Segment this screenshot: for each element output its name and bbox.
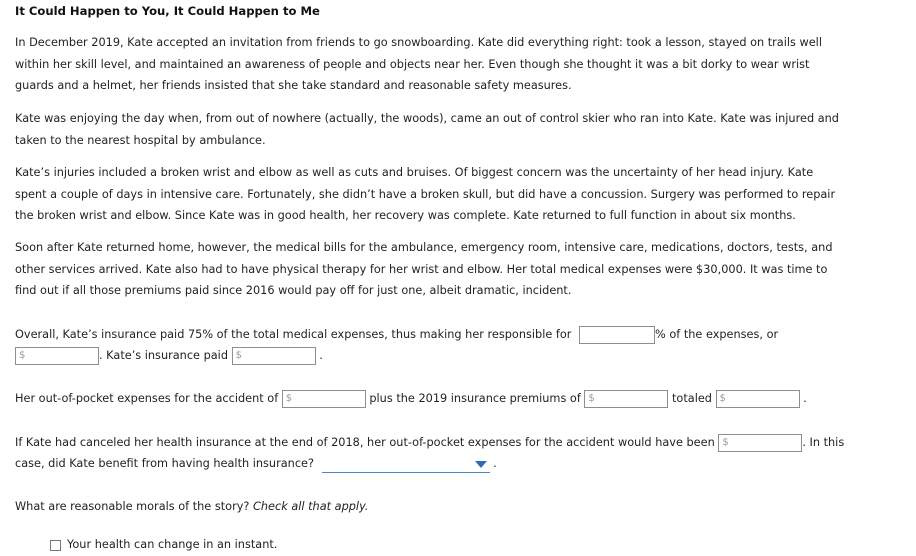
question-3-line-2 bbox=[15, 453, 497, 475]
story-paragraph-2: Kate was enjoying the day when, from out of nowhere (actually, the woods), came an out of control skier who ran into Kate. Kate was injured and taken to the nearest hospital by ambulance. bbox=[15, 112, 839, 147]
responsible-percent-input[interactable] bbox=[579, 326, 655, 344]
question-3-text-2: case, did Kate benefit from having health insurance? bbox=[15, 457, 314, 470]
question-3-text: If Kate had canceled her health insurance at the end of 2018, her out-of-pocket expenses for the accident would have been bbox=[15, 436, 715, 449]
moral-option-1-checkbox[interactable] bbox=[50, 540, 61, 551]
moral-option-1-label: Your health can change in an instant. bbox=[67, 538, 278, 551]
no-insurance-expenses-input[interactable]: $ bbox=[718, 434, 802, 452]
question-4-prompt bbox=[15, 496, 368, 518]
question-1-text: Overall, Kate’s insurance paid 75% of the total medical expenses, thus making her responsible for bbox=[15, 328, 572, 341]
story-paragraph-3: Kate’s injuries included a broken wrist and elbow as well as cuts and bruises. Of biggest concern was the uncertainty of her head injury. Kate spent a couple of days in intensive care. Fortunately, she didn’t have a broken skull, but did have a concussion. Surgery was performed to repair the broken wrist and elbow. Since Kate was in good health, her recovery was complete. Kate returned to full function in about six months. bbox=[15, 166, 836, 222]
question-3-period: . bbox=[493, 457, 497, 470]
question-1-line-1 bbox=[15, 324, 778, 346]
morals-prompt: What are reasonable morals of the story? bbox=[15, 500, 250, 513]
total-input[interactable]: $ bbox=[716, 390, 800, 408]
question-1-percent-label: % of the expenses, or bbox=[655, 328, 779, 341]
question-3-this-label: . In this bbox=[802, 436, 845, 449]
benefit-dropdown[interactable] bbox=[322, 456, 490, 473]
morals-instruction: Check all that apply. bbox=[253, 500, 369, 513]
question-1-period: . bbox=[319, 349, 323, 362]
premiums-input[interactable]: $ bbox=[584, 390, 668, 408]
question-2-line bbox=[15, 388, 807, 410]
insurance-paid-input[interactable]: $ bbox=[232, 347, 316, 365]
accident-expenses-input[interactable]: $ bbox=[282, 390, 366, 408]
story-paragraph-4: Soon after Kate returned home, however, the medical bills for the ambulance, emergency room, intensive care, medications, doctors, tests, and other services arrived. Kate also had to have physical therapy for her wrist and elbow. Her total medical expenses were $30,000. It was time to find out if all those premiums paid since 2016 would pay off for just one, albeit dramatic, incident. bbox=[15, 241, 833, 297]
page-title: It Could Happen to You, It Could Happen to Me bbox=[15, 4, 320, 18]
story-paragraph-1: In December 2019, Kate accepted an invitation from friends to go snowboarding. Kate did everything right: took a lesson, stayed on trails well within her skill level, and maintained an awareness of people and objects near her. Even though she thought it was a bit dorky to wear wrist guards and a helmet, her friends insisted that she take standard and reasonable safety measures. bbox=[15, 36, 822, 92]
moral-option-1[interactable] bbox=[50, 534, 277, 556]
question-3-line-1 bbox=[15, 432, 844, 454]
question-1-insurance-label: . Kate’s insurance paid bbox=[99, 349, 228, 362]
chevron-down-icon bbox=[475, 461, 487, 468]
question-2-period: . bbox=[803, 392, 807, 405]
question-2-totaled-label: totaled bbox=[672, 392, 712, 405]
question-2-premiums-label: plus the 2019 insurance premiums of bbox=[369, 392, 581, 405]
responsible-dollar-input[interactable]: $ bbox=[15, 347, 99, 365]
question-2-text: Her out-of-pocket expenses for the accident of bbox=[15, 392, 279, 405]
question-1-line-2 bbox=[15, 345, 323, 367]
